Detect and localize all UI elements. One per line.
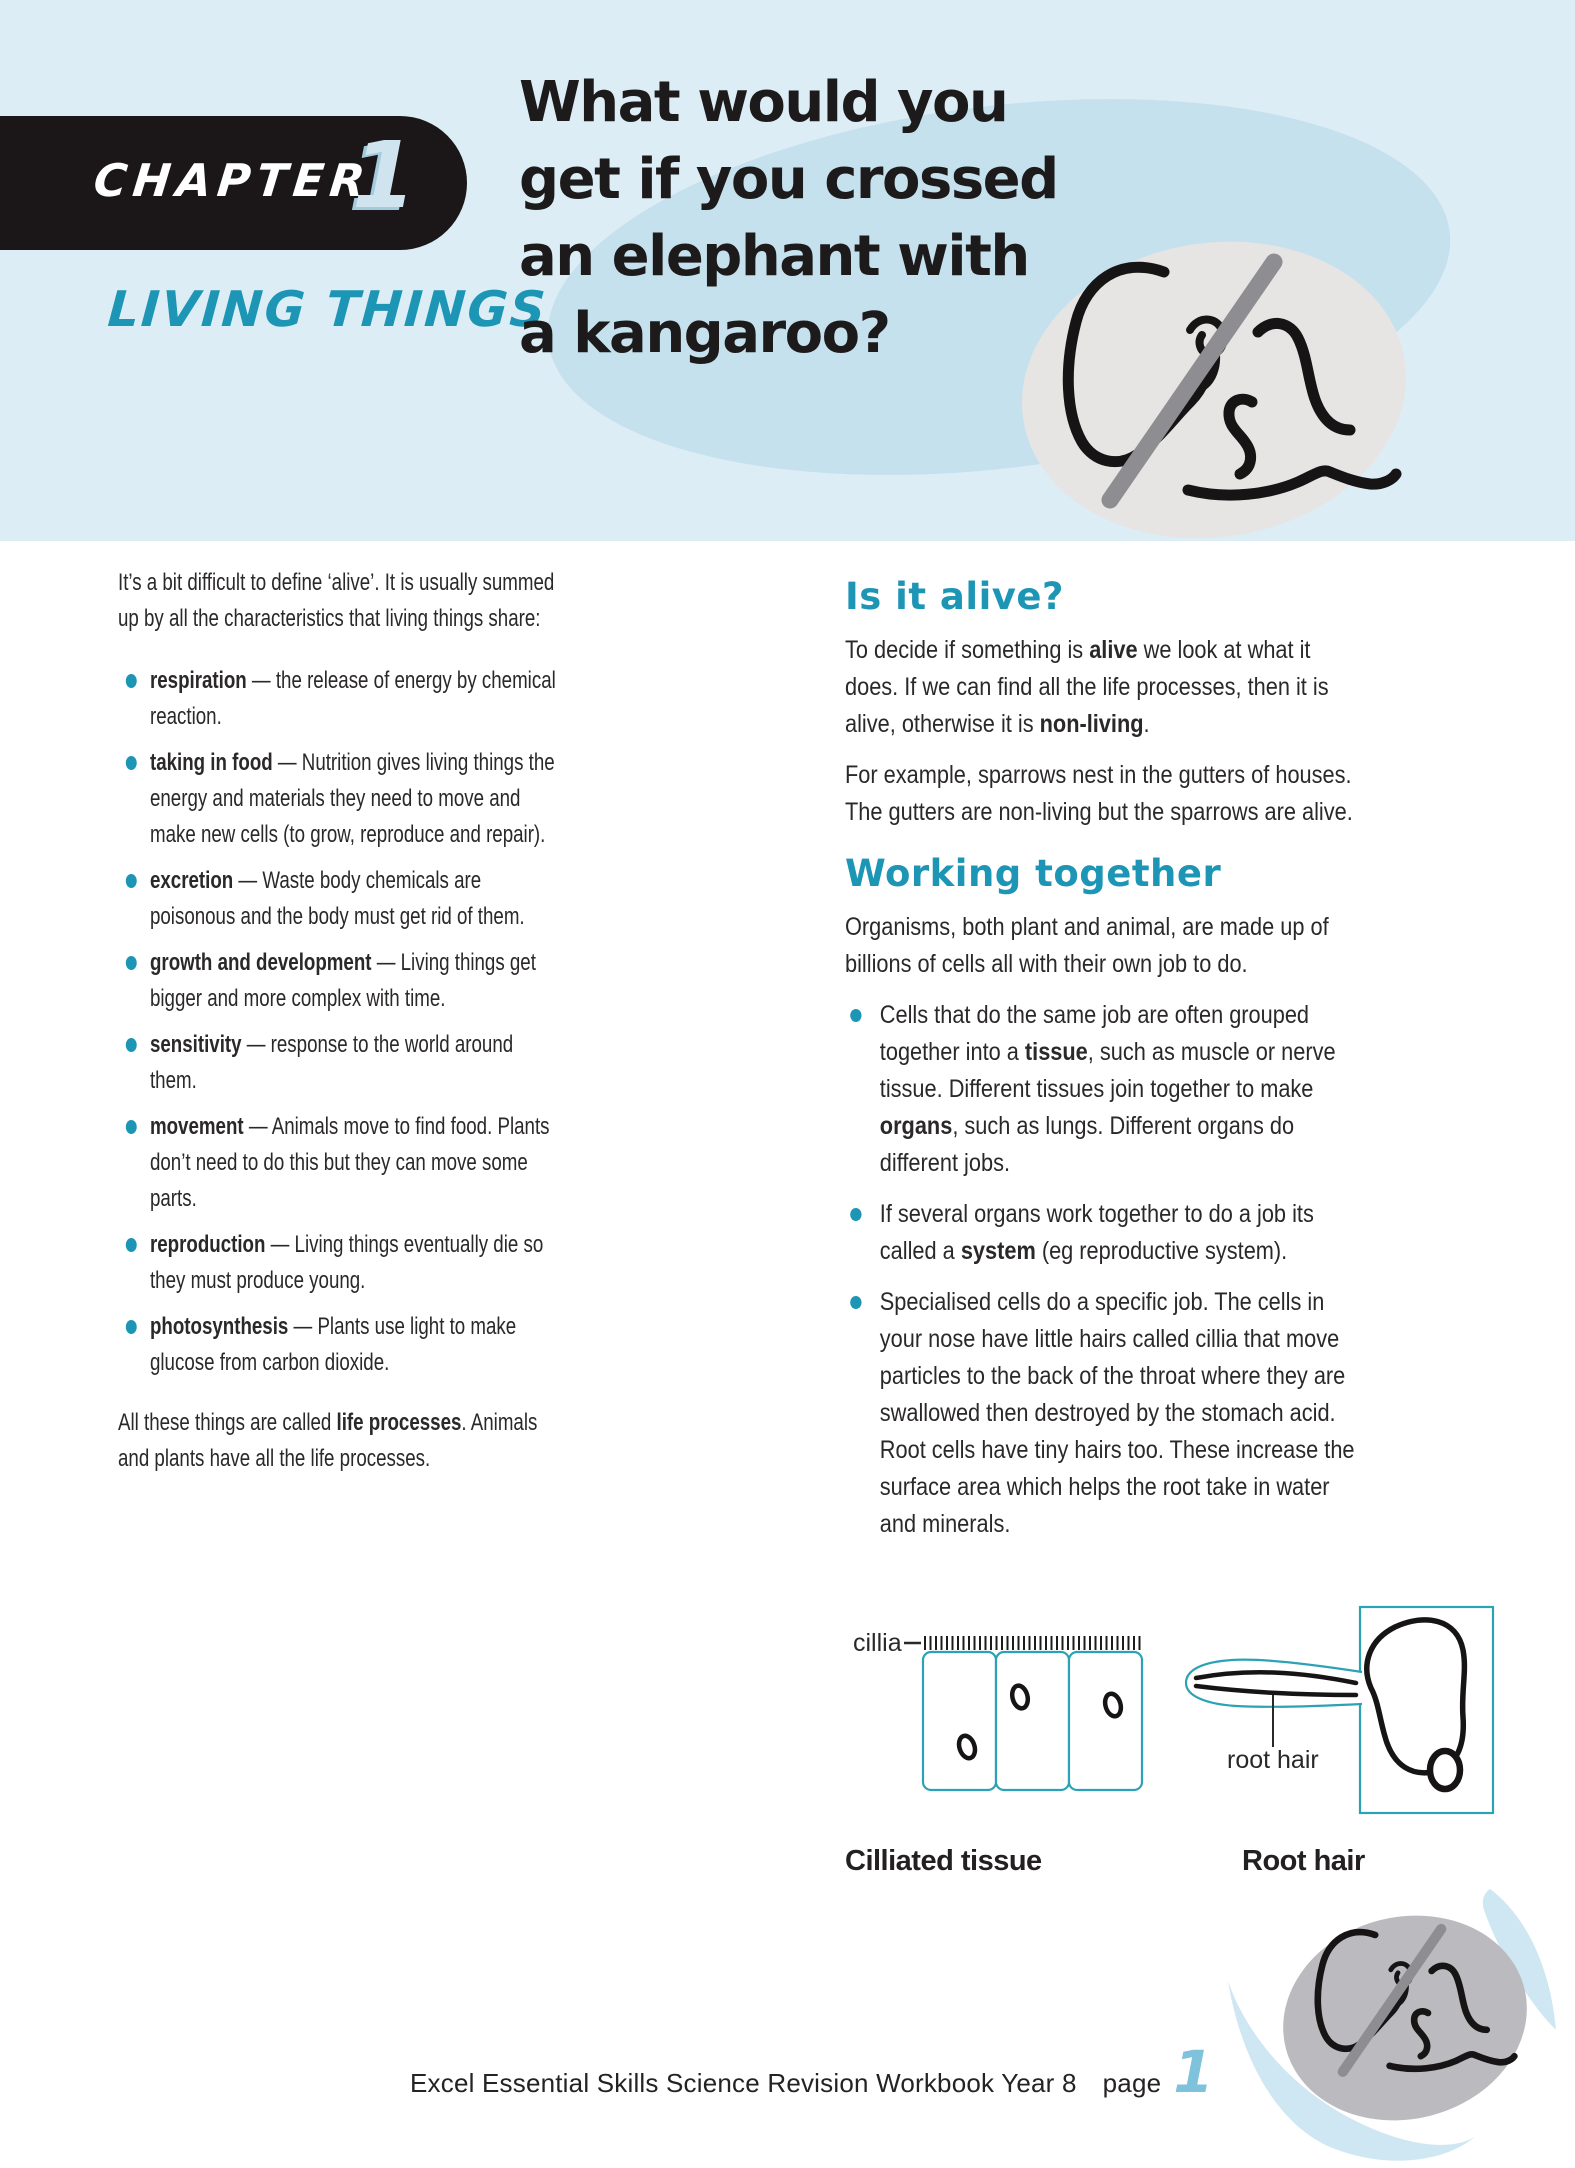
list-item [118,663,563,735]
list-item [118,1309,563,1381]
chapter-header-band [0,0,1575,541]
cell-outline [1069,1652,1142,1790]
chapter-headline [519,64,1058,372]
ciliated-tissue-diagram [904,1643,1142,1790]
elephant-kangaroo-illustration [1002,232,1432,542]
section-heading-working-together: Working together [845,852,1222,895]
figure-caption-ciliated-tissue: Cilliated tissue [845,1845,1042,1877]
elephant-kangaroo-illustration-bottom [1190,1885,1575,2168]
headline-line: What would you [519,70,1008,135]
figure-caption-root-hair: Root hair [1242,1845,1365,1877]
list-item [845,1196,1367,1270]
closing-paragraph: All these things are called life processes. Animals and plants have all the life processes. [118,1409,538,1472]
list-item-text: Cells that do the same job are often grouped together into a tissue, such as muscle or nerve tissue. Different tissues join together to make organs, such as lungs. Different organs do different jobs. [879,1001,1336,1177]
headline-line: a kangaroo? [519,301,890,366]
paragraph: Organisms, both plant and animal, are made up of billions of cells all with their own job to do. [845,913,1329,978]
root-cell-nucleus [1430,1751,1460,1789]
list-item [845,997,1367,1182]
chapter-title: LIVING THINGS [106,281,550,338]
page-footer [410,2038,1214,2106]
cillia-label: cillia [853,1629,902,1657]
list-item [118,1109,563,1217]
list-item-text: Specialised cells do a specific job. The cells in your nose have little hairs called cillia that move particles to the back of the throat where they are swallowed then destroyed by the stomach acid. Root cells have tiny hairs too. These increase the surface area which helps the root take in water and minerals. [879,1288,1355,1538]
root-hair-label: root hair [1227,1746,1319,1774]
list-item [118,1227,563,1299]
bullet-dot-icon [126,1038,137,1052]
life-processes-list [118,663,563,1381]
list-item-text: photosynthesis — Plants use light to make glucose from carbon dioxide. [149,1313,517,1376]
headline-line: an elephant with [519,224,1029,289]
bullet-dot-icon [850,1208,861,1221]
paragraph: To decide if something is alive we look at what it does. If we can find all the life processes, then it is alive, otherwise it is non-living. [845,636,1329,738]
list-item-text: If several organs work together to do a job its called a system (eg reproductive system). [879,1200,1314,1265]
left-column [118,565,563,1477]
list-item [845,1284,1367,1543]
list-item-text: excretion — Waste body chemicals are poisonous and the body must get rid of them. [149,867,525,930]
section-heading-is-it-alive: Is it alive? [845,575,1064,618]
chapter-number: 1 [352,122,417,229]
list-item-text: growth and development — Living things get bigger and more complex with time. [149,949,536,1012]
list-item-text: sensitivity — response to the world around them. [149,1031,514,1094]
list-item-text: reproduction — Living things eventually die so they must produce young. [149,1231,544,1294]
cell-outline [996,1652,1069,1790]
bullet-dot-icon [126,1238,137,1252]
page-word: page [1102,2068,1162,2098]
bullet-dot-icon [126,1320,137,1334]
cell-diagrams-figure [840,1592,1500,1827]
list-item [118,863,563,935]
bullet-dot-icon [126,956,137,970]
intro-paragraph: It’s a bit difficult to define ‘alive’. It is usually summed up by all the characteristics that living things share: [118,569,555,632]
section-body [845,632,1367,831]
cell-outline [923,1652,996,1790]
right-column [845,575,1465,1557]
root-hair-diagram [1186,1607,1493,1813]
working-together-list [845,997,1367,1543]
chapter-badge [0,116,467,250]
paragraph: For example, sparrows nest in the gutters of houses. The gutters are non-living but the sparrows are alive. [845,761,1353,826]
list-item [118,945,563,1017]
bullet-dot-icon [126,874,137,888]
headline-line: get if you crossed [519,147,1058,212]
section-body [845,909,1367,1543]
bullet-dot-icon [850,1296,861,1309]
bullet-dot-icon [850,1009,861,1022]
bullet-dot-icon [126,756,137,770]
list-item-text: respiration — the release of energy by chemical reaction. [149,667,556,730]
list-item-text: taking in food — Nutrition gives living things the energy and materials they need to move and make new cells (to grow, reproduce and repair). [149,749,555,848]
chapter-label: CHAPTER [91,154,374,207]
list-item-text: movement — Animals move to find food. Plants don’t need to do this but they can move some parts. [149,1113,550,1212]
bullet-dot-icon [126,674,137,688]
list-item [118,1027,563,1099]
page-number: 1 [1173,2038,1214,2106]
bullet-dot-icon [126,1120,137,1134]
book-title: Excel Essential Skills Science Revision Workbook Year 8 [410,2068,1077,2098]
list-item [118,745,563,853]
